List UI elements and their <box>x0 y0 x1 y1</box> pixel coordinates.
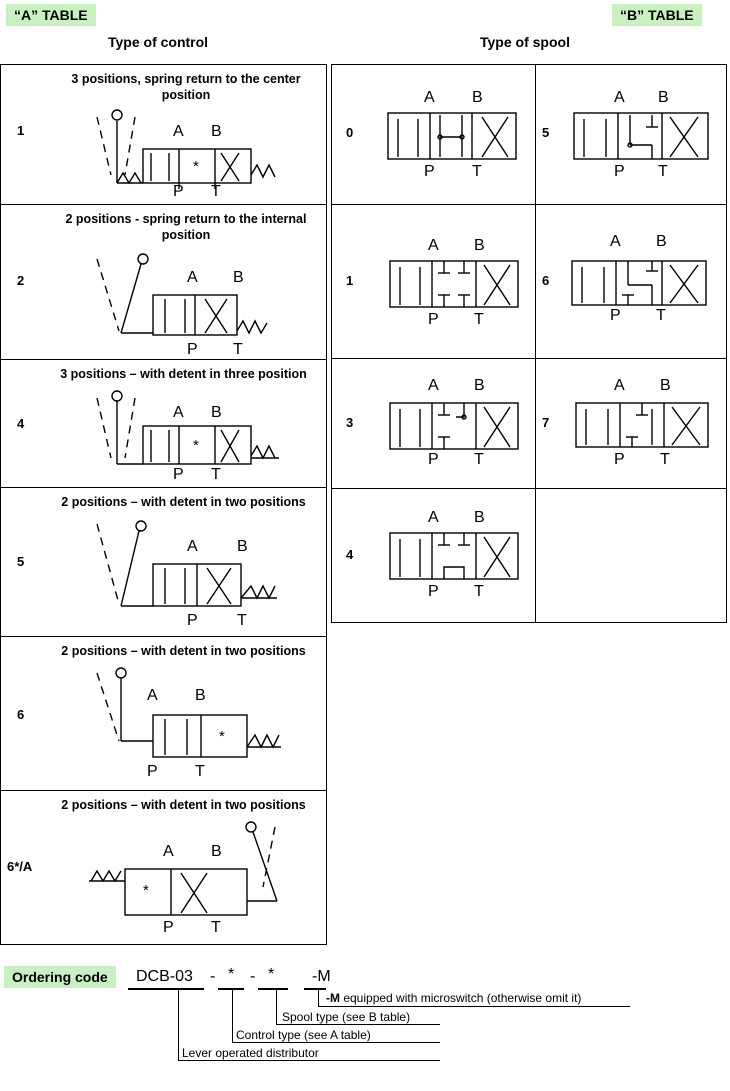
port-a: A <box>614 377 625 394</box>
port-p: P <box>428 583 439 600</box>
port-t: T <box>233 341 243 358</box>
port-b: B <box>211 843 222 860</box>
row-id: 4 <box>17 416 25 431</box>
a-table-tag: “A” TABLE <box>6 4 96 26</box>
b-cell-empty <box>535 488 727 623</box>
b-cell-4 <box>331 488 536 623</box>
legend-control: Control type (see A table) <box>236 1028 371 1042</box>
port-a: A <box>428 237 439 254</box>
port-a: A <box>428 509 439 526</box>
row-caption: 2 positions – with detent in two positions <box>61 798 306 812</box>
port-t: T <box>474 311 484 328</box>
a-row-1 <box>0 64 327 205</box>
b-table-heading: Type of spool <box>480 34 570 50</box>
port-p: P <box>614 451 625 468</box>
control-symbol-5 <box>1 488 328 638</box>
spool-symbol-1 <box>332 205 537 360</box>
spool-id: 1 <box>346 273 354 288</box>
a-table-heading: Type of control <box>108 34 209 50</box>
port-b: B <box>658 89 669 106</box>
b-cell-5 <box>535 64 727 205</box>
b-cell-0 <box>331 64 536 205</box>
row-id: 2 <box>17 273 25 288</box>
svg-text:*: * <box>219 728 225 745</box>
leader-suffix <box>318 990 319 1006</box>
port-p: P <box>173 466 184 483</box>
port-b: B <box>472 89 483 106</box>
a-row-5 <box>0 487 327 637</box>
port-t: T <box>660 451 670 468</box>
legend-microswitch-code: -M <box>326 991 340 1005</box>
port-a: A <box>428 377 439 394</box>
port-t: T <box>472 163 482 180</box>
port-a: A <box>614 89 625 106</box>
port-t: T <box>474 451 484 468</box>
port-b: B <box>474 509 485 526</box>
legend-lever: Lever operated distributor <box>182 1046 319 1060</box>
leader-spool <box>276 990 277 1024</box>
row-id: 1 <box>17 123 25 138</box>
svg-text:*: * <box>193 437 199 454</box>
control-symbol-1 <box>1 65 328 206</box>
b-cell-3 <box>331 358 536 489</box>
port-p: P <box>163 919 174 936</box>
port-t: T <box>237 612 247 629</box>
spool-id: 7 <box>542 415 550 430</box>
port-a: A <box>173 404 184 421</box>
port-p: P <box>614 163 625 180</box>
control-symbol-6 <box>1 637 328 792</box>
spool-id: 4 <box>346 547 354 562</box>
port-a: A <box>610 233 621 250</box>
row-id: 6 <box>17 707 25 722</box>
port-b: B <box>211 123 222 140</box>
row-caption: 2 positions - spring return to the internal position <box>65 212 307 242</box>
code-underline-suffix <box>304 988 326 990</box>
legend-spool: Spool type (see B table) <box>282 1010 411 1024</box>
a-row-6a <box>0 790 327 945</box>
row-caption: 3 positions, spring return to the center position <box>71 72 301 102</box>
port-b: B <box>211 404 222 421</box>
row-id: 6*/A <box>7 859 33 874</box>
spool-id: 3 <box>346 415 354 430</box>
code-sep-2: - <box>250 968 256 985</box>
b-cell-6 <box>535 204 727 359</box>
legend-microswitch <box>326 991 581 1005</box>
spool-id: 5 <box>542 125 550 140</box>
port-b: B <box>237 538 248 555</box>
port-t: T <box>658 163 668 180</box>
port-p: P <box>428 451 439 468</box>
svg-text:*: * <box>143 882 149 899</box>
port-a: A <box>187 538 198 555</box>
port-a: A <box>147 687 158 704</box>
b-table-tag: “B” TABLE <box>612 4 702 26</box>
spool-id: 0 <box>346 125 354 140</box>
port-a: A <box>424 89 435 106</box>
port-b: B <box>233 269 244 286</box>
spool-symbol-0 <box>332 65 537 206</box>
port-t: T <box>474 583 484 600</box>
row-caption: 2 positions – with detent in two positions <box>61 644 306 658</box>
row-caption: 2 positions – with detent in two positions <box>61 495 306 509</box>
port-b: B <box>660 377 671 394</box>
port-p: P <box>187 341 198 358</box>
code-underline-base <box>128 988 204 990</box>
legend-line-spool <box>276 1024 440 1025</box>
spool-id: 6 <box>542 273 550 288</box>
legend-microswitch-text: equipped with microswitch (otherwise omit it) <box>340 991 582 1005</box>
code-base: DCB-03 <box>136 968 193 985</box>
port-p: P <box>147 763 158 780</box>
code-star-2: * <box>268 966 275 983</box>
spool-symbol-6 <box>536 205 728 360</box>
code-suffix: -M <box>312 968 331 985</box>
control-symbol-4 <box>1 360 328 489</box>
code-underline-spool <box>258 988 288 990</box>
legend-line-control <box>232 1042 440 1043</box>
port-p: P <box>187 612 198 629</box>
port-a: A <box>173 123 184 140</box>
legend-line-lever <box>178 1060 440 1061</box>
code-sep-1: - <box>210 968 216 985</box>
b-cell-7 <box>535 358 727 489</box>
ordering-code-tag: Ordering code <box>4 966 116 988</box>
port-p: P <box>428 311 439 328</box>
port-a: A <box>163 843 174 860</box>
leader-lever <box>178 990 179 1060</box>
control-symbol-2 <box>1 205 328 361</box>
code-underline-control <box>218 988 244 990</box>
leader-control <box>232 990 233 1042</box>
port-t: T <box>211 919 221 936</box>
row-id: 5 <box>17 554 25 569</box>
code-star-1: * <box>228 966 235 983</box>
spool-symbol-5 <box>536 65 728 206</box>
a-row-2 <box>0 204 327 360</box>
port-t: T <box>211 466 221 483</box>
port-a: A <box>187 269 198 286</box>
row-caption: 3 positions – with detent in three position <box>60 367 307 381</box>
port-t: T <box>211 183 221 200</box>
port-p: P <box>424 163 435 180</box>
port-t: T <box>195 763 205 780</box>
port-b: B <box>656 233 667 250</box>
a-row-4 <box>0 359 327 488</box>
legend-line-microswitch <box>318 1006 630 1007</box>
port-p: P <box>173 183 184 200</box>
spool-symbol-7 <box>536 359 728 490</box>
port-b: B <box>474 237 485 254</box>
svg-text:*: * <box>193 158 199 175</box>
port-p: P <box>610 307 621 324</box>
port-t: T <box>656 307 666 324</box>
a-row-6 <box>0 636 327 791</box>
port-b: B <box>195 687 206 704</box>
b-cell-1 <box>331 204 536 359</box>
port-b: B <box>474 377 485 394</box>
